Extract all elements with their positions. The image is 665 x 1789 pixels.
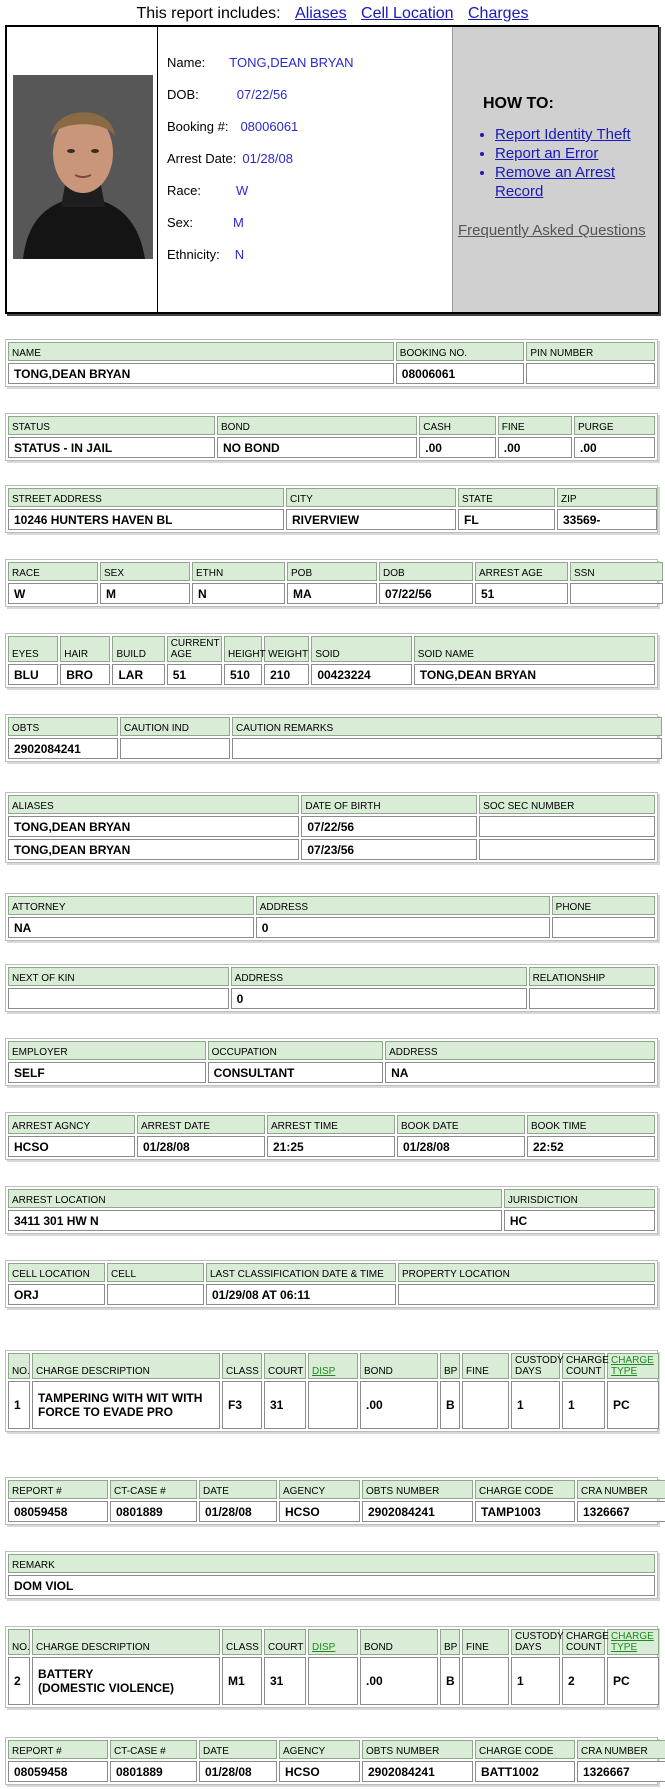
column-header: CAUTION REMARKS: [232, 717, 662, 736]
table-cell: MA: [287, 583, 377, 604]
column-header: ADDRESS: [231, 967, 527, 986]
column-header: BOND: [360, 1629, 438, 1655]
table-cell: 31: [264, 1381, 306, 1429]
column-header: ARREST AGNCY: [8, 1115, 135, 1134]
table-row: [8, 1062, 655, 1083]
table-cell: HCSO: [279, 1501, 360, 1522]
table-cell: 1: [511, 1657, 560, 1705]
table-cell: SELF: [8, 1062, 206, 1083]
table-header-row: [8, 1041, 655, 1060]
table-cell: 01/28/08: [397, 1136, 525, 1157]
table-row: [8, 1575, 655, 1596]
column-header: BP: [440, 1629, 460, 1655]
table-cell: HC: [504, 1210, 655, 1231]
table-cell: M1: [222, 1657, 262, 1705]
table-cell: BRO: [60, 664, 110, 685]
column-header: BOOKING NO.: [396, 342, 525, 361]
column-header: SEX: [100, 562, 190, 581]
table-cell: .00: [574, 437, 655, 458]
panel-divider: [157, 27, 158, 312]
column-header: ETHN: [192, 562, 285, 581]
table-row: [8, 988, 655, 1009]
table-cell: 510: [224, 664, 262, 685]
demographics-section: [5, 559, 658, 607]
column-header: DOB: [379, 562, 473, 581]
physical-table: [6, 634, 657, 687]
column-header: DATE OF BIRTH: [301, 795, 477, 814]
column-header: NAME: [8, 342, 394, 361]
column-header: JURISDICTION: [504, 1189, 655, 1208]
table-cell: RIVERVIEW: [286, 509, 456, 530]
how-to-list: [465, 125, 665, 201]
report-error-link[interactable]: Report an Error: [495, 145, 599, 162]
charge1-table: [6, 1351, 661, 1431]
column-header[interactable]: CHARGE TYPE: [607, 1629, 659, 1655]
table-cell: [462, 1657, 509, 1705]
next-of-kin-section: [5, 964, 658, 1012]
table-cell: BATTERY (DOMESTIC VIOLENCE): [32, 1657, 220, 1705]
column-header: BOND: [217, 416, 417, 435]
arrest-location-section: [5, 1186, 658, 1234]
table-row: [8, 363, 655, 384]
column-header: CHARGE COUNT: [562, 1629, 605, 1655]
table-cell: 1326667: [577, 1501, 665, 1522]
aliases-link[interactable]: Aliases: [295, 5, 347, 22]
column-header: SOID NAME: [414, 636, 655, 662]
remark-section: [5, 1551, 658, 1599]
table-cell: CONSULTANT: [208, 1062, 384, 1083]
column-header: REPORT #: [8, 1740, 108, 1759]
table-cell: TONG,DEAN BRYAN: [8, 363, 394, 384]
list-item: [495, 144, 665, 163]
table-cell: .00: [360, 1381, 438, 1429]
table-cell: 2902084241: [362, 1501, 473, 1522]
table-cell: 2902084241: [8, 738, 118, 759]
field-dob: DOB: 07/22/56: [167, 87, 288, 102]
field-race: Race: W: [167, 183, 249, 198]
table-cell: 2: [562, 1657, 605, 1705]
column-header: COURT: [264, 1629, 306, 1655]
table-header-row: [8, 896, 655, 915]
table-cell: STATUS - IN JAIL: [8, 437, 215, 458]
column-header: CHARGE CODE: [475, 1480, 575, 1499]
table-cell: [552, 917, 655, 938]
column-header: CURRENT AGE: [167, 636, 222, 662]
kin-table: [6, 965, 657, 1011]
table-cell: [107, 1284, 204, 1305]
table-cell: 08059458: [8, 1761, 108, 1782]
column-header: CUSTODY DAYS: [511, 1353, 560, 1379]
table-cell: F3: [222, 1381, 262, 1429]
table-cell: [308, 1381, 358, 1429]
table-cell: BATT1002: [475, 1761, 575, 1782]
table-row: [8, 509, 657, 530]
faq-link[interactable]: Frequently Asked Questions: [458, 222, 646, 239]
table-row: [8, 583, 663, 604]
table-cell: .00: [498, 437, 572, 458]
field-name: Name: TONG,DEAN BRYAN: [167, 55, 354, 70]
table-cell: 1: [562, 1381, 605, 1429]
table-cell: N: [192, 583, 285, 604]
table-cell: 01/29/08 AT 06:11: [206, 1284, 396, 1305]
table-cell: 51: [167, 664, 222, 685]
table-cell: 10246 HUNTERS HAVEN BL: [8, 509, 284, 530]
table-cell: M: [100, 583, 190, 604]
column-header: BP: [440, 1353, 460, 1379]
remove-arrest-record-link[interactable]: Remove an Arrest Record: [495, 164, 616, 200]
column-header: ADDRESS: [385, 1041, 655, 1060]
table-header-row: [8, 342, 655, 361]
column-header: ZIP: [557, 488, 657, 507]
cell-location-link[interactable]: Cell Location: [361, 5, 454, 22]
report-identity-theft-link[interactable]: Report Identity Theft: [495, 126, 631, 143]
table-row: [8, 1136, 655, 1157]
table-header-row: [8, 1189, 655, 1208]
table-cell: [120, 738, 230, 759]
table-header-row: [8, 1263, 655, 1282]
column-header: PROPERTY LOCATION: [398, 1263, 655, 1282]
column-header: OCCUPATION: [208, 1041, 384, 1060]
table-cell: 51: [475, 583, 568, 604]
column-header: CRA NUMBER: [577, 1740, 665, 1759]
table-cell: 1: [511, 1381, 560, 1429]
report-1-section: [5, 1477, 658, 1525]
table-row: [8, 1210, 655, 1231]
physical-section: [5, 633, 658, 688]
table-header-row: [8, 717, 662, 736]
column-header: BUILD: [112, 636, 164, 662]
aliases-table: [6, 793, 657, 862]
column-header: OBTS NUMBER: [362, 1740, 473, 1759]
column-header: STATE: [458, 488, 555, 507]
table-row: [8, 1501, 665, 1522]
column-header: CASH: [419, 416, 496, 435]
table-cell: HCSO: [279, 1761, 360, 1782]
table-cell: 22:52: [527, 1136, 655, 1157]
table-cell: 1326667: [577, 1761, 665, 1782]
table-header-row: [8, 795, 655, 814]
column-header: COURT: [264, 1353, 306, 1379]
table-row: [8, 1657, 659, 1705]
table-header-row: [8, 1740, 665, 1759]
how-to-panel: [452, 27, 658, 312]
column-header: BOND: [360, 1353, 438, 1379]
column-header: STATUS: [8, 416, 215, 435]
table-cell: 07/22/56: [301, 816, 477, 837]
table-cell: 33569-: [557, 509, 657, 530]
column-header: PURGE: [574, 416, 655, 435]
column-header: AGENCY: [279, 1740, 360, 1759]
column-header: CHARGE DESCRIPTION: [32, 1629, 220, 1655]
table-row: [8, 917, 655, 938]
table-cell: [526, 363, 655, 384]
column-header: ADDRESS: [256, 896, 550, 915]
table-row: [8, 437, 655, 458]
table-row: [8, 1284, 655, 1305]
column-header[interactable]: CHARGE TYPE: [607, 1353, 659, 1379]
column-header: ARREST TIME: [267, 1115, 395, 1134]
table-header-row: [8, 1115, 655, 1134]
column-header: REMARK: [8, 1554, 655, 1573]
table-cell: TONG,DEAN BRYAN: [414, 664, 655, 685]
column-header: BOOK TIME: [527, 1115, 655, 1134]
charges-link[interactable]: Charges: [468, 5, 529, 22]
table-cell: 07/22/56: [379, 583, 473, 604]
table-cell: 210: [264, 664, 309, 685]
column-header: HEIGHT: [224, 636, 262, 662]
table-cell: 01/28/08: [137, 1136, 265, 1157]
table-header-row: [8, 636, 655, 662]
table-header-row: [8, 1480, 665, 1499]
attorney-table: [6, 894, 657, 940]
column-header: NO.: [8, 1629, 30, 1655]
column-header: CITY: [286, 488, 456, 507]
table-cell: B: [440, 1657, 460, 1705]
table-cell: PC: [607, 1657, 659, 1705]
address-section: [5, 485, 658, 533]
column-header: FINE: [462, 1629, 509, 1655]
column-header: STREET ADDRESS: [8, 488, 284, 507]
column-header: CLASS: [222, 1629, 262, 1655]
employer-section: [5, 1038, 658, 1086]
table-header-row: [8, 416, 655, 435]
status-section: [5, 413, 658, 461]
report-2-section: [5, 1737, 658, 1785]
table-cell: [479, 839, 655, 860]
name-table: [6, 340, 657, 386]
location-table: [6, 1187, 657, 1233]
table-cell: 1: [8, 1381, 30, 1429]
list-item: [495, 125, 665, 144]
column-header: FINE: [462, 1353, 509, 1379]
charge2-table: [6, 1627, 661, 1707]
name-section: [5, 339, 658, 387]
column-header: CHARGE DESCRIPTION: [32, 1353, 220, 1379]
table-cell: 00423224: [311, 664, 411, 685]
table-cell: 07/23/56: [301, 839, 477, 860]
table-cell: DOM VIOL: [8, 1575, 655, 1596]
table-row: [8, 738, 662, 759]
field-ethnicity: Ethnicity: N: [167, 247, 245, 262]
report2-table: [6, 1738, 665, 1784]
status-table: [6, 414, 657, 460]
table-header-row: [8, 562, 663, 581]
table-cell: .00: [419, 437, 496, 458]
table-cell: [462, 1381, 509, 1429]
table-cell: [479, 816, 655, 837]
column-header: CT-CASE #: [110, 1480, 197, 1499]
table-cell: [398, 1284, 655, 1305]
summary-panel: [5, 25, 659, 314]
column-header: ALIASES: [8, 795, 299, 814]
table-cell: 0801889: [110, 1501, 197, 1522]
column-header: RACE: [8, 562, 98, 581]
report-includes-label: This report includes:: [136, 5, 281, 22]
table-cell: 08006061: [396, 363, 525, 384]
table-cell: 01/28/08: [199, 1761, 277, 1782]
employer-table: [6, 1039, 657, 1085]
column-header: ARREST DATE: [137, 1115, 265, 1134]
column-header: ATTORNEY: [8, 896, 254, 915]
column-header: RELATIONSHIP: [529, 967, 655, 986]
cell-location-section: [5, 1260, 658, 1308]
table-row: [8, 816, 655, 837]
field-arrest-date: Arrest Date: 01/28/08: [167, 151, 293, 166]
column-header: ARREST LOCATION: [8, 1189, 502, 1208]
field-booking: Booking #: 08006061: [167, 119, 299, 134]
table-cell: NA: [385, 1062, 655, 1083]
column-header: PHONE: [552, 896, 655, 915]
table-header-row: [8, 488, 657, 507]
table-header-row: [8, 967, 655, 986]
table-cell: TAMPERING WITH WIT WITH FORCE TO EVADE PRO: [32, 1381, 220, 1429]
table-cell: FL: [458, 509, 555, 530]
report1-table: [6, 1478, 665, 1524]
table-cell: 21:25: [267, 1136, 395, 1157]
charge-1-section: [5, 1350, 658, 1432]
table-cell: [308, 1657, 358, 1705]
column-header: ARREST AGE: [475, 562, 568, 581]
column-header: CRA NUMBER: [577, 1480, 665, 1499]
column-header: REPORT #: [8, 1480, 108, 1499]
column-header: SSN: [570, 562, 663, 581]
table-cell: 3411 301 HW N: [8, 1210, 502, 1231]
column-header: CELL LOCATION: [8, 1263, 105, 1282]
column-header: HAIR: [60, 636, 110, 662]
table-cell: 2: [8, 1657, 30, 1705]
column-header: DATE: [199, 1480, 277, 1499]
table-cell: 08059458: [8, 1501, 108, 1522]
column-header: FINE: [498, 416, 572, 435]
column-header: CHARGE CODE: [475, 1740, 575, 1759]
column-header: WEIGHT: [264, 636, 309, 662]
column-header: BOOK DATE: [397, 1115, 525, 1134]
column-header: OBTS NUMBER: [362, 1480, 473, 1499]
field-sex: Sex: M: [167, 215, 244, 230]
mugshot-photo: [13, 75, 153, 259]
attorney-section: [5, 893, 658, 941]
table-cell: HCSO: [8, 1136, 135, 1157]
column-header: OBTS: [8, 717, 118, 736]
list-item: [495, 163, 665, 201]
table-row: [8, 1381, 659, 1429]
table-cell: 0: [256, 917, 550, 938]
column-header: CT-CASE #: [110, 1740, 197, 1759]
table-header-row: [8, 1629, 659, 1655]
table-cell: NO BOND: [217, 437, 417, 458]
column-header: CUSTODY DAYS: [511, 1629, 560, 1655]
obts-section: [5, 714, 658, 762]
table-cell: 31: [264, 1657, 306, 1705]
obts-table: [6, 715, 664, 761]
column-header: CELL: [107, 1263, 204, 1282]
table-cell: TONG,DEAN BRYAN: [8, 816, 299, 837]
column-header: AGENCY: [279, 1480, 360, 1499]
column-header: EYES: [8, 636, 58, 662]
table-cell: W: [8, 583, 98, 604]
identity-fields: [167, 55, 354, 279]
table-cell: [570, 583, 663, 604]
remark-table: [6, 1552, 657, 1598]
column-header[interactable]: DISP: [308, 1353, 358, 1379]
table-cell: NA: [8, 917, 254, 938]
table-cell: B: [440, 1381, 460, 1429]
column-header: SOID: [311, 636, 411, 662]
table-cell: TAMP1003: [475, 1501, 575, 1522]
table-row: [8, 839, 655, 860]
table-cell: [232, 738, 662, 759]
table-cell: BLU: [8, 664, 58, 685]
table-header-row: [8, 1353, 659, 1379]
table-cell: .00: [360, 1657, 438, 1705]
column-header[interactable]: DISP: [308, 1629, 358, 1655]
table-cell: 2902084241: [362, 1761, 473, 1782]
column-header: DATE: [199, 1740, 277, 1759]
table-cell: ORJ: [8, 1284, 105, 1305]
address-table: [6, 486, 659, 532]
table-cell: 0: [231, 988, 527, 1009]
column-header: CAUTION IND: [120, 717, 230, 736]
charge-2-section: [5, 1626, 658, 1708]
column-header: SOC SEC NUMBER: [479, 795, 655, 814]
arrest-section: [5, 1112, 658, 1160]
table-cell: 01/28/08: [199, 1501, 277, 1522]
table-cell: [529, 988, 655, 1009]
column-header: LAST CLASSIFICATION DATE & TIME: [206, 1263, 396, 1282]
demo-table: [6, 560, 665, 606]
table-cell: 0801889: [110, 1761, 197, 1782]
column-header: CHARGE COUNT: [562, 1353, 605, 1379]
how-to-title: HOW TO:: [483, 95, 554, 112]
report-includes-bar: [0, 0, 665, 26]
column-header: PIN NUMBER: [526, 342, 655, 361]
column-header: NO.: [8, 1353, 30, 1379]
table-row: [8, 1761, 665, 1782]
table-cell: LAR: [112, 664, 164, 685]
cell-table: [6, 1261, 657, 1307]
table-row: [8, 664, 655, 685]
column-header: NEXT OF KIN: [8, 967, 229, 986]
column-header: CLASS: [222, 1353, 262, 1379]
table-cell: PC: [607, 1381, 659, 1429]
table-cell: [8, 988, 229, 1009]
column-header: EMPLOYER: [8, 1041, 206, 1060]
table-cell: TONG,DEAN BRYAN: [8, 839, 299, 860]
aliases-section: [5, 792, 658, 863]
column-header: POB: [287, 562, 377, 581]
table-header-row: [8, 1554, 655, 1573]
arrest-table: [6, 1113, 657, 1159]
